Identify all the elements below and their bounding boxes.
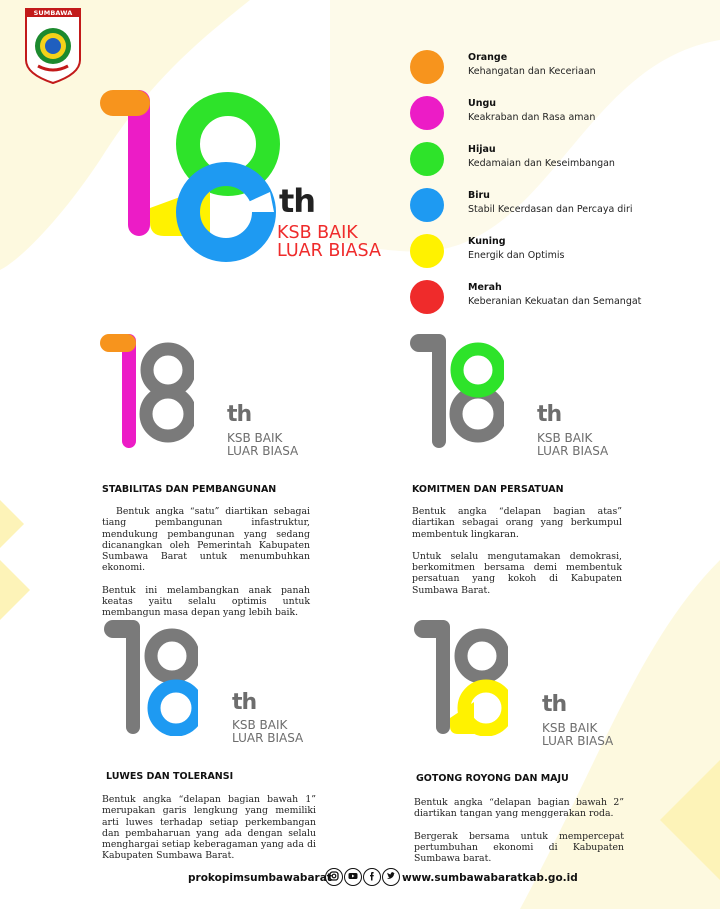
- sumbawa-barat-emblem: [24, 8, 82, 84]
- section-body: [102, 794, 316, 873]
- color-swatch: [410, 96, 444, 130]
- hero-18-logo: [98, 86, 280, 262]
- section-paragraph: Bergerak bersama untuk mempercepat pertumbuhan ekonomi di Kabupaten Sumbawa barat.: [414, 830, 624, 865]
- legend-name: Biru: [468, 190, 490, 201]
- color-swatch: [410, 280, 444, 314]
- hero-tagline-line1: KSB BAIK: [277, 223, 358, 243]
- tagline-line2: LUAR BIASA: [227, 444, 299, 458]
- logo-18-gotong-royong: [412, 618, 508, 736]
- section-paragraph: Bentuk angka “delapan bagian bawah 1” merupakan garis lengkung yang memiliki arti luwes terhadap setiap perkembangan dan pembaharuan yang ada dengan selalu menghargai setiap keberagaman yang ada di Kabupaten Sumbawa Barat.: [102, 794, 316, 862]
- section-tagline: [227, 432, 298, 458]
- section-body: [412, 506, 622, 607]
- twitter-icon[interactable]: [382, 868, 400, 886]
- legend-desc: Kedamaian dan Keseimbangan: [468, 158, 615, 169]
- emblem-label: SUMBAWA BARAT: [33, 9, 73, 25]
- color-swatch: [410, 142, 444, 176]
- section-suffix: th: [232, 690, 257, 715]
- section-title: KOMITMEN DAN PERSATUAN: [412, 484, 564, 495]
- section-suffix: th: [537, 402, 562, 427]
- section-body: [414, 797, 624, 875]
- hero-tagline: [277, 224, 381, 260]
- color-swatch: [410, 50, 444, 84]
- instagram-icon[interactable]: [325, 868, 343, 886]
- youtube-icon[interactable]: [344, 868, 362, 886]
- tagline-line2: LUAR BIASA: [232, 731, 304, 745]
- section-paragraph: Bentuk angka “satu” diartikan sebagai tiang pembangunan infastruktur, mendukung pembangunan yang sedang dicanangkan oleh Pemerintah Kabupaten Sumbawa Barat untuk menumbuhkan ekonomi.: [102, 506, 310, 574]
- logo-18-stabilitas: [98, 332, 194, 450]
- legend-item-red: [410, 278, 710, 324]
- legend-name: Ungu: [468, 98, 497, 109]
- section-paragraph: Bentuk ini melambangkan anak panah keatas yaitu selalu optimis untuk membangun masa depan yang lebih baik.: [102, 584, 310, 619]
- color-legend: [410, 48, 710, 324]
- tagline-line1: KSB BAIK: [542, 721, 598, 735]
- section-paragraph: Untuk selalu mengutamakan demokrasi, berkomitmen bersama demi membentuk persatuan yang kokoh di Kabupaten Sumbawa Barat.: [412, 550, 622, 596]
- legend-desc: Keberanian Kekuatan dan Semangat: [468, 296, 642, 307]
- legend-item-orange: [410, 48, 710, 94]
- logo-18-komitmen: [408, 332, 504, 450]
- legend-desc: Stabil Kecerdasan dan Percaya diri: [468, 204, 633, 215]
- section-suffix: th: [542, 692, 567, 717]
- legend-name: Orange: [468, 52, 508, 63]
- legend-name: Kuning: [468, 236, 506, 247]
- tagline-line2: LUAR BIASA: [542, 734, 614, 748]
- legend-item-purple: [410, 94, 710, 140]
- logo-18-luwes: [102, 618, 198, 736]
- color-swatch: [410, 234, 444, 268]
- section-tagline: [537, 432, 608, 458]
- section-tagline: [542, 722, 613, 748]
- section-title: LUWES DAN TOLERANSI: [106, 771, 234, 782]
- tagline-line1: KSB BAIK: [232, 718, 288, 732]
- facebook-icon[interactable]: [363, 868, 381, 886]
- social-handle[interactable]: prokopimsumbawabarat: [188, 872, 332, 884]
- legend-desc: Kehangatan dan Keceriaan: [468, 66, 596, 77]
- section-body: [102, 506, 310, 630]
- legend-name: Hijau: [468, 144, 496, 155]
- tagline-line1: KSB BAIK: [537, 431, 593, 445]
- section-paragraph: Bentuk angka “delapan bagian bawah 2” diartikan tangan yang menggerakan roda.: [414, 797, 624, 820]
- legend-desc: Keakraban dan Rasa aman: [468, 112, 596, 123]
- section-paragraph: Bentuk angka “delapan bagian atas” diartikan sebagai orang yang berkumpul membentuk lingkaran.: [412, 506, 622, 540]
- section-tagline: [232, 719, 303, 745]
- legend-item-yellow: [410, 232, 710, 278]
- legend-desc: Energik dan Optimis: [468, 250, 565, 261]
- hero-tagline-line2: LUAR BIASA: [277, 241, 381, 261]
- legend-name: Merah: [468, 282, 502, 293]
- footer: [188, 868, 688, 890]
- tagline-line1: KSB BAIK: [227, 431, 283, 445]
- hero-suffix: th: [279, 182, 316, 220]
- legend-item-blue: [410, 186, 710, 232]
- section-title: STABILITAS DAN PEMBANGUNAN: [102, 484, 277, 495]
- legend-item-green: [410, 140, 710, 186]
- section-title: GOTONG ROYONG DAN MAJU: [416, 773, 569, 784]
- website-link[interactable]: www.sumbawabaratkab.go.id: [402, 872, 578, 884]
- tagline-line2: LUAR BIASA: [537, 444, 609, 458]
- section-suffix: th: [227, 402, 252, 427]
- color-swatch: [410, 188, 444, 222]
